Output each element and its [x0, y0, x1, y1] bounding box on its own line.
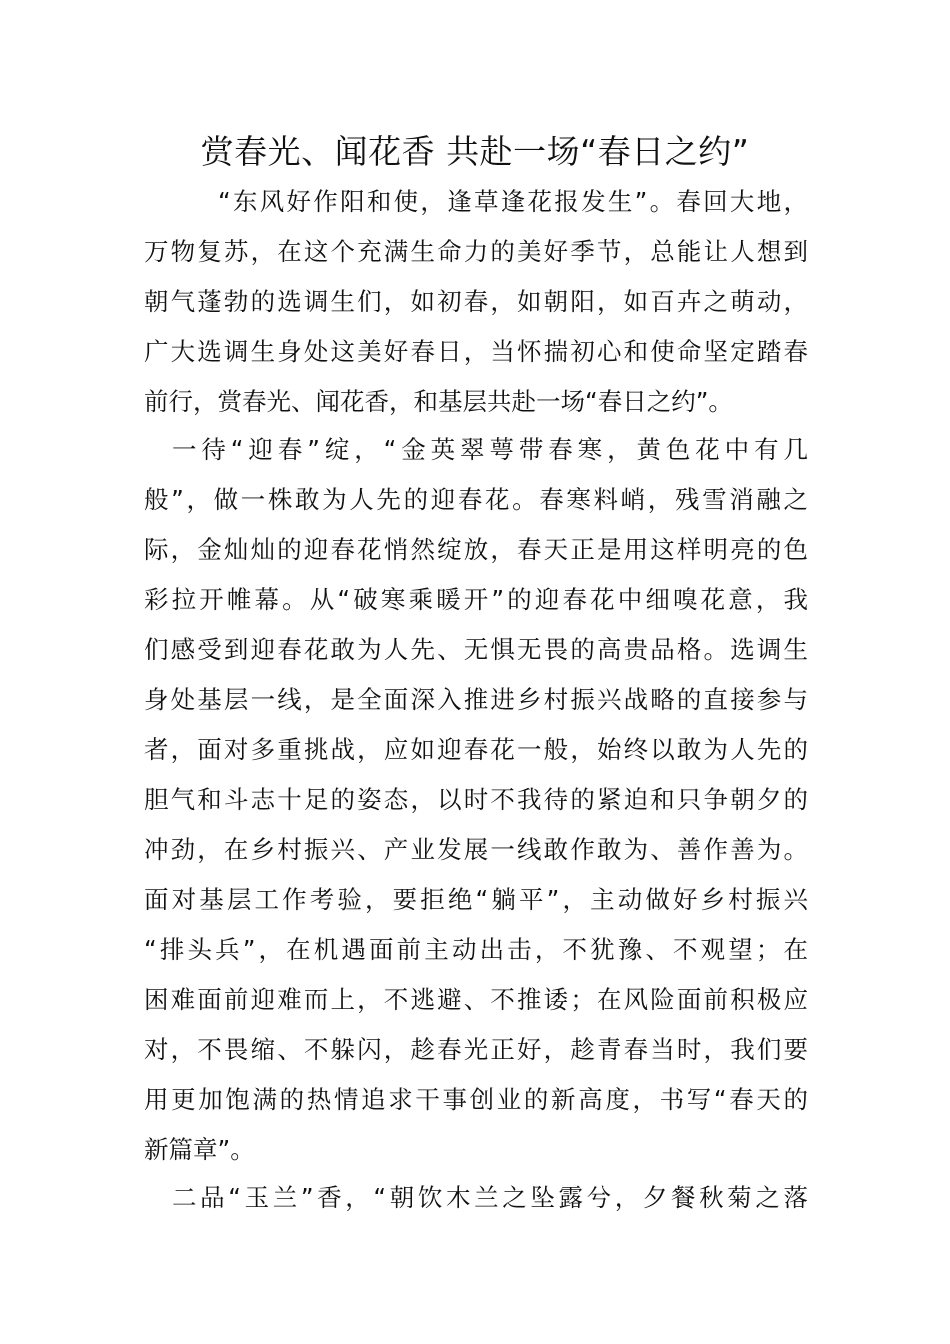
paragraph-line: “排头兵”，在机遇面前主动出击，不犹豫、不观望；在 [144, 935, 808, 964]
paragraph-line: 困难面前迎难而上，不逃避、不推诿；在风险面前积极应 [144, 985, 808, 1014]
paragraph-line: 胆气和斗志十足的姿态，以时不我待的紧迫和只争朝夕的 [144, 785, 808, 814]
paragraph-line: 面对基层工作考验，要拒绝“躺平”，主动做好乡村振兴 [144, 885, 808, 914]
paragraph-line: 万物复苏，在这个充满生命力的美好季节，总能让人想到 [144, 237, 808, 266]
paragraph-line: 彩拉开帷幕。从“破寒乘暖开”的迎春花中细嗅花意，我 [144, 585, 808, 614]
paragraph-line: 身处基层一线，是全面深入推进乡村振兴战略的直接参与 [144, 685, 808, 714]
paragraph-line: 般”，做一株敢为人先的迎春花。春寒料峭，残雪消融之 [144, 485, 808, 514]
paragraph-line: 二品“玉兰”香，“朝饮木兰之坠露兮，夕餐秋菊之落 [172, 1183, 808, 1212]
paragraph-line: 们感受到迎春花敢为人先、无惧无畏的高贵品格。选调生 [144, 635, 808, 664]
paragraph-line: 对，不畏缩、不躲闪，趁春光正好，趁青春当时，我们要 [144, 1035, 808, 1064]
paragraph-line: 际，金灿灿的迎春花悄然绽放，春天正是用这样明亮的色 [144, 535, 808, 564]
paragraph-line: 冲劲，在乡村振兴、产业发展一线敢作敢为、善作善为。 [144, 835, 808, 864]
paragraph-line: 用更加饱满的热情追求干事创业的新高度，书写“春天的 [144, 1085, 808, 1114]
document-title: 赏春光、闻花香 共赴一场“春日之约” [200, 132, 750, 171]
paragraph-line: 朝气蓬勃的选调生们，如初春，如朝阳，如百卉之萌动， [144, 287, 808, 316]
paragraph-line: 一待“迎春”绽，“金英翠萼带春寒，黄色花中有几 [172, 435, 808, 464]
paragraph-line: 新篇章”。 [144, 1135, 255, 1164]
paragraph-line: 前行，赏春光、闻花香，和基层共赴一场“春日之约”。 [144, 387, 733, 416]
paragraph-line: “东风好作阳和使，逢草逢花报发生”。春回大地， [218, 187, 808, 216]
paragraph-line: 广大选调生身处这美好春日，当怀揣初心和使命坚定踏春 [144, 337, 808, 366]
paragraph-line: 者，面对多重挑战，应如迎春花一般，始终以敢为人先的 [144, 735, 808, 764]
